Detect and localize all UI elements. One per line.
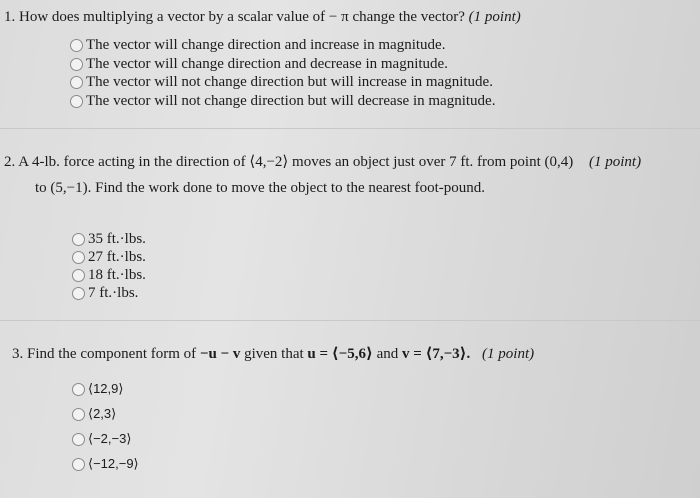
- radio-button[interactable]: [72, 383, 85, 396]
- q3-option-4[interactable]: [72, 455, 139, 473]
- radio-button[interactable]: [70, 76, 83, 89]
- q1-option-4[interactable]: [70, 92, 495, 110]
- v-definition: v = ⟨7,−3⟩.: [401, 346, 471, 362]
- question-2: [4, 153, 641, 171]
- radio-button[interactable]: [70, 39, 83, 52]
- points-label: (1 point): [468, 9, 521, 25]
- question-text: to: [35, 180, 51, 196]
- option-label: The vector will not change direction but will increase in magnitude.: [86, 74, 493, 90]
- q2-option-2[interactable]: [72, 248, 146, 266]
- q3-option-3[interactable]: [72, 430, 131, 448]
- question-text: Find the component form of: [27, 346, 200, 362]
- question-2-line-2: [35, 179, 485, 197]
- points-label: (1 point): [482, 346, 535, 362]
- option-label: The vector will change direction and increase in magnitude.: [86, 37, 446, 53]
- q3-option-1[interactable]: [72, 380, 123, 398]
- question-text-cont: given that: [240, 346, 308, 362]
- u-definition: u = ⟨−5,6⟩: [307, 346, 373, 362]
- q2-option-4[interactable]: [72, 284, 138, 302]
- question-number: 1.: [4, 9, 16, 25]
- question-text-cont-2: and: [372, 346, 402, 362]
- q1-option-2[interactable]: [70, 55, 448, 73]
- option-label: 35 ft.·lbs.: [88, 231, 146, 247]
- question-text: How does multiplying a vector by a scalar value of: [19, 9, 329, 25]
- question-text: A 4-lb. force acting in the direction of: [18, 154, 250, 170]
- question-number: 2.: [4, 154, 16, 170]
- radio-button[interactable]: [72, 233, 85, 246]
- divider: [0, 320, 700, 321]
- start-point: (0,4): [544, 154, 574, 170]
- q1-option-1[interactable]: [70, 36, 445, 54]
- end-point: (5,−1): [50, 180, 88, 196]
- question-text-end: . Find the work done to move the object to the nearest foot-pound.: [87, 180, 486, 196]
- question-number: 3.: [12, 346, 24, 362]
- radio-button[interactable]: [72, 287, 85, 300]
- q2-option-1[interactable]: [72, 230, 146, 248]
- question-3: [12, 345, 534, 363]
- q1-option-3[interactable]: [70, 73, 493, 91]
- option-label: The vector will not change direction but will decrease in magnitude.: [86, 93, 496, 109]
- radio-button[interactable]: [72, 251, 85, 264]
- option-label: ⟨−12,−9⟩: [88, 456, 139, 471]
- question-text-cont: moves an object just over 7 ft. from point: [288, 154, 545, 170]
- q2-option-3[interactable]: [72, 266, 146, 284]
- divider: [0, 128, 700, 129]
- radio-button[interactable]: [72, 433, 85, 446]
- option-label: ⟨2,3⟩: [88, 406, 117, 421]
- option-label: ⟨12,9⟩: [88, 381, 124, 396]
- option-label: 7 ft.·lbs.: [88, 285, 139, 301]
- radio-button[interactable]: [72, 458, 85, 471]
- option-label: The vector will change direction and decrease in magnitude.: [86, 56, 448, 72]
- radio-button[interactable]: [70, 95, 83, 108]
- direction-vector: ⟨4,−2⟩: [249, 154, 289, 170]
- option-label: 27 ft.·lbs.: [88, 249, 146, 265]
- vector-expression: −u − v: [199, 346, 241, 362]
- question-text-end: change the vector?: [348, 9, 465, 25]
- radio-button[interactable]: [70, 58, 83, 71]
- scalar-value: − π: [328, 9, 349, 25]
- radio-button[interactable]: [72, 269, 85, 282]
- question-1: [4, 8, 521, 26]
- points-label: (1 point): [589, 154, 642, 170]
- q3-option-2[interactable]: [72, 405, 116, 423]
- option-label: 18 ft.·lbs.: [88, 267, 146, 283]
- option-label: ⟨−2,−3⟩: [88, 431, 132, 446]
- radio-button[interactable]: [72, 408, 85, 421]
